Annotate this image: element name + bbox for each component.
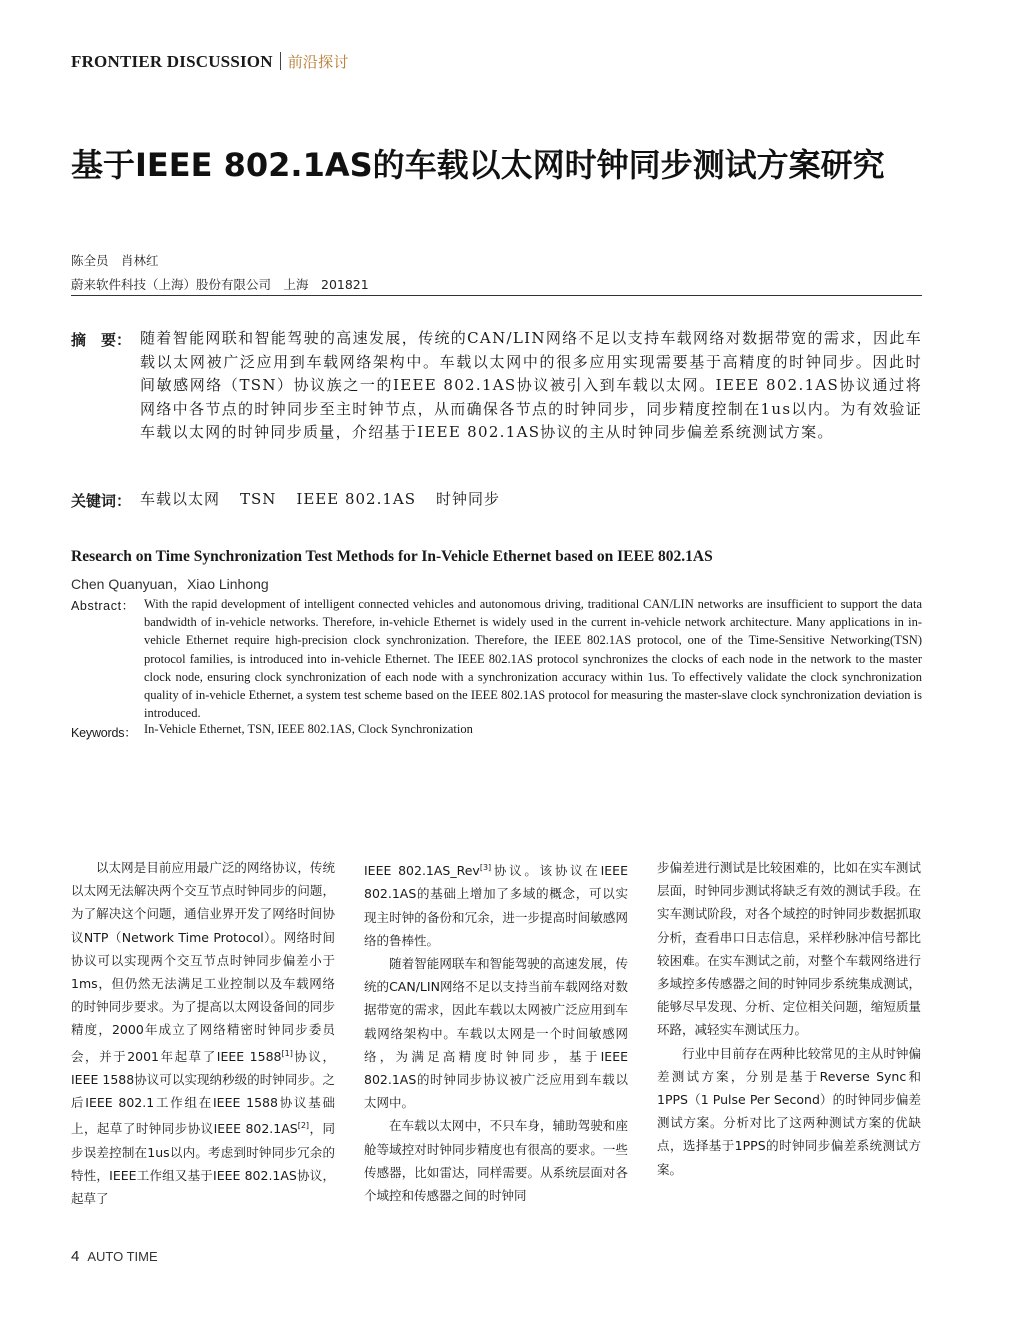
article-affiliation: 蔚来软件科技（上海）股份有限公司 上海 201821 (71, 277, 369, 292)
keyword-item: 车载以太网 (140, 490, 221, 508)
english-authors: Chen Quanyuan，Xiao Linhong (71, 576, 269, 592)
article-authors: 陈全员 肖林红 (71, 253, 159, 268)
body-paragraph (364, 856, 628, 952)
body-column-1 (71, 856, 335, 1210)
body-paragraph: 行业中目前存在两种比较常见的主从时钟偏差测试方案，分别是基于Reverse Sync和1PPS（1 Pulse Per Second）的时钟同步偏差测试方案。分析对比了这两种测试方案的优缺点，选择基于1PPS的时钟同步偏差系统测试方案。 (657, 1045, 921, 1177)
english-title: Research on Time Synchronization Test Methods for In-Vehicle Ethernet based on IEEE 802.1AS (71, 548, 713, 565)
keyword-item: IEEE 802.1AS (296, 490, 417, 508)
body-paragraph (71, 856, 335, 1210)
keyword-item: 时钟同步 (436, 490, 501, 508)
abstract-cn-text: 随着智能网联和智能驾驶的高速发展，传统的CAN/LIN网络不足以支持车载网络对数据带宽的需求，因此车载以太网被广泛应用到车载网络架构中。车载以太网中的很多应用实现需要基于高精度的时钟同步。因此时间敏感网络（TSN）协议族之一的IEEE 802.1AS协议被引入到车载以太网。IEEE 802.1AS协议通过将网络中各节点的时钟同步至主时钟节点，从而确保各节点的时钟同步，同步精度控制在1us以内。为有效验证车载以太网的时钟同步质量，介绍基于IEEE 802.1AS协议的主从时钟同步偏差系统测试方案。 (140, 329, 922, 441)
abstract-cn-label: 摘 要： (71, 331, 132, 349)
body-text: ，同步误差控制在1us以内。考虑到时钟同步冗余的特性，IEEE工作组又基于IEEE 802.1AS协议，起草了 (71, 1121, 335, 1207)
body-text: IEEE 802.1AS_Rev (364, 863, 480, 879)
header-rule (71, 295, 922, 296)
section-title-en: FRONTIER DISCUSSION (71, 52, 273, 71)
body-column-2 (364, 856, 628, 1207)
english-abstract-label: Abstract： (71, 599, 135, 613)
section-header (71, 51, 349, 72)
citation-ref[interactable]: [1] (281, 1048, 293, 1058)
body-column-3 (657, 856, 921, 1181)
keyword-item: TSN (240, 490, 277, 508)
magazine-name: AUTO TIME (87, 1249, 158, 1264)
body-paragraph: 在车载以太网中，不只车身，辅助驾驶和座舱等域控对时钟同步精度也有很高的要求。一些传感器，比如雷达，同样需要。从系统层面对各个域控和传感器之间的时钟同 (364, 1118, 628, 1203)
body-text: 协议，IEEE 1588协议可以实现纳秒级的时钟同步。之后IEEE 802.1工作组在IEEE 1588协议基础上，起草了时钟同步协议IEEE 802.1AS (71, 1048, 335, 1137)
page-number: 4 (71, 1248, 80, 1265)
body-paragraph: 随着智能网联车和智能驾驶的高速发展，传统的CAN/LIN网络不足以支持当前车载网络对数据带宽的需求，因此车载以太网被广泛应用到车载网络架构中。车载以太网是一个时间敏感网络，为满足高精度时钟同步，基于IEEE 802.1AS的时钟同步协议被广泛应用到车载以太网中。 (364, 955, 628, 1111)
keywords-cn-label: 关键词： (71, 492, 132, 510)
article-title: 基于IEEE 802.1AS的车载以太网时钟同步测试方案研究 (71, 146, 885, 184)
header-divider (280, 52, 281, 70)
english-keywords-text: In-Vehicle Ethernet, TSN, IEEE 802.1AS, Clock Synchronization (144, 722, 473, 736)
body-text: 协议。该协议在IEEE 802.1AS的基础上增加了多域的概念，可以实现主时钟的备份和冗余，进一步提高时间敏感网络的鲁棒性。 (364, 863, 628, 948)
section-title-cn: 前沿探讨 (287, 53, 349, 71)
citation-ref[interactable]: [3] (479, 863, 492, 872)
english-keywords-label: Keywords： (71, 726, 137, 740)
keywords-cn-list (140, 488, 520, 509)
citation-ref[interactable]: [2] (297, 1121, 310, 1131)
english-abstract-text: With the rapid development of intelligent connected vehicles and autonomous driving, traditional CAN/LIN networks are insufficient to support the data bandwidth of in-vehicle networks. Therefore, in-vehicle Ethernet is widely used in the current in-vehicle network architecture. Many applications in in-vehicle Ethernet require high-precision clock synchronization. Therefore, the IEEE 802.1AS protocol, one of the Time-Sensitive Networking(TSN) protocol families, is introduced into in-vehicle Ethernet. The IEEE 802.1AS protocol synchronizes the clocks of each node in the network to the master clock node, ensuring clock synchronization of each node with a synchronization accuracy within 1us. To effectively validate the clock synchronization quality of in-vehicle Ethernet, a system test scheme based on the IEEE 802.1AS protocol for measuring the master-slave clock synchronization deviation is introduced. (144, 597, 922, 721)
body-paragraph: 步偏差进行测试是比较困难的，比如在实车测试层面，时钟同步测试将缺乏有效的测试手段。在实车测试阶段，对各个域控的时钟同步数据抓取分析，查看串口日志信息，采样秒脉冲信号都比较困难。在实车测试之前，对整个车载网络进行多域控多传感器之间的时钟同步系统集成测试，能够尽早发现、分析、定位相关问题，缩短质量环路，减轻实车测试压力。 (657, 860, 921, 1038)
body-text: 以太网是目前应用最广泛的网络协议，传统以太网无法解决两个交互节点时钟同步的问题，为了解决这个问题，通信业界开发了网络时间协议NTP（Network Time Protocol）。网络时间协议可以实现两个交互节点时钟同步偏差小于1ms，但仍然无法满足工业控制以及车载网络的时钟同步要求。为了提高以太网设备间的同步精度，2000年成立了网络精密时钟同步委员会，并于2001年起草了IEEE 1588 (71, 860, 335, 1064)
page-footer (71, 1248, 158, 1265)
